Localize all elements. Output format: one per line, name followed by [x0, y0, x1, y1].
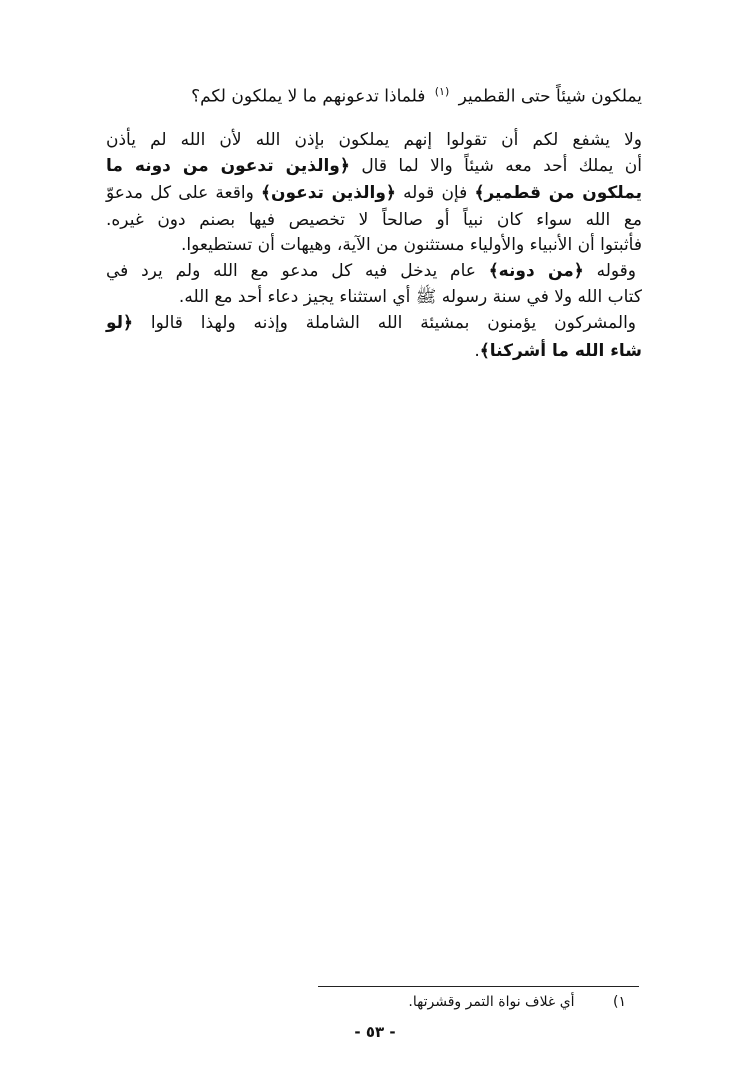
- footnote-number: ١): [613, 994, 626, 1010]
- text-segment: كتاب الله ولا في سنة رسوله ﷺ أي استثناء يجيز دعاء أحد مع الله.: [178, 287, 642, 307]
- text-segment: فإن قوله: [403, 183, 468, 203]
- text-segment: عام يدخل فيه كل مدعو مع الله ولم يرد في: [106, 261, 476, 281]
- quran-quote: ﴿لو: [106, 313, 134, 333]
- footnote-reference: (١): [434, 85, 450, 98]
- quran-quote: ﴿من دونه﴾: [488, 261, 584, 281]
- footnote-divider: [318, 986, 639, 987]
- quran-quote: ﴿والذين تدعون﴾: [260, 183, 396, 203]
- text-line-3: [106, 154, 642, 178]
- text-segment: وقوله: [596, 261, 637, 281]
- text-segment: مع الله سواء كان نبياً أو صالحاً لا تخصيص فيها بصنم دون غيره.: [106, 210, 642, 230]
- text-segment: يملكون شيئاً حتى القطمير: [458, 86, 642, 107]
- quran-quote: شاء الله ما أشركنا﴾: [479, 341, 642, 361]
- text-line-5: [106, 208, 642, 232]
- text-line-6: [181, 233, 642, 257]
- footnote-text: أي غلاف نواة التمر وقشرتها.: [408, 994, 575, 1010]
- text-segment: فلماذا تدعونهم ما لا يملكون لكم؟: [191, 86, 426, 107]
- text-line-2: [106, 128, 642, 152]
- text-segment: واقعة على كل مدعوّ: [106, 183, 254, 203]
- text-segment: أن يملك أحد معه شيئاً والا لما قال: [361, 156, 642, 176]
- text-line-8: [179, 285, 642, 309]
- text-line-4: [106, 181, 642, 205]
- quran-quote: يملكون من قطمير﴾: [474, 183, 642, 203]
- quran-quote: ﴿والذين تدعون من دونه ما: [106, 156, 350, 176]
- page-number: - ٥٣ -: [354, 1023, 396, 1041]
- text-segment: .: [474, 341, 480, 361]
- text-line-9: [106, 311, 636, 335]
- text-line-10: [474, 339, 642, 363]
- footnote: [408, 992, 626, 1012]
- text-line-1: [191, 80, 642, 109]
- text-segment: والمشركون يؤمنون بمشيئة الله الشاملة وإذنه ولهذا قالوا: [150, 313, 636, 333]
- text-segment: فأثبتوا أن الأنبياء والأولياء مستثنون من الآية، وهيهات أن تستطيعوا.: [180, 235, 642, 255]
- text-line-7: [106, 259, 636, 283]
- text-segment: ولا يشفع لكم أن تقولوا إنهم يملكون بإذن الله لأن الله لم يأذن: [106, 130, 642, 150]
